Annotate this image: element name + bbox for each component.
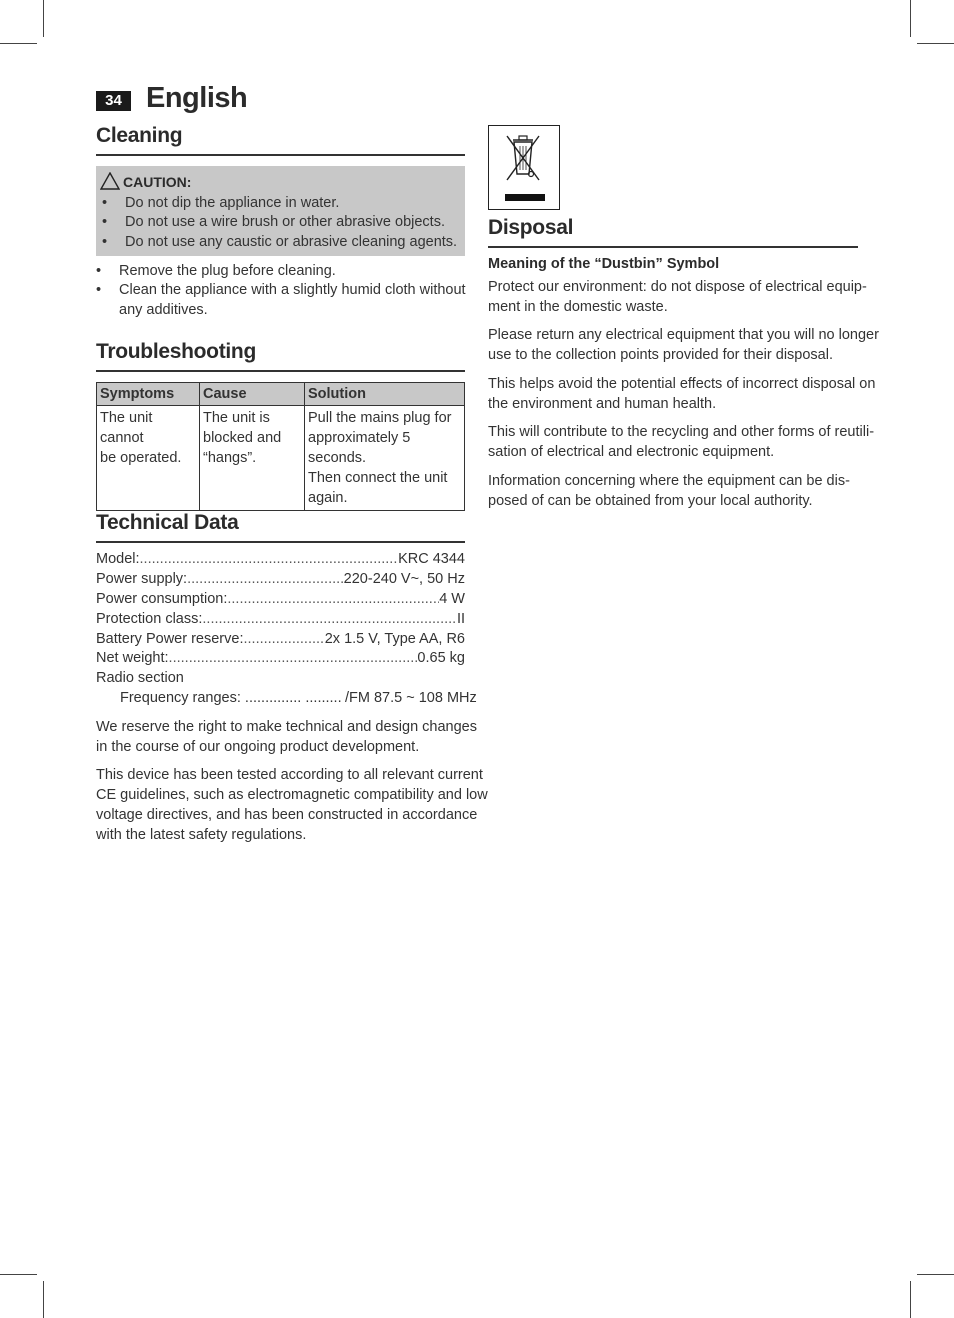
spec-row: Model: ..... KRC 4344 <box>96 549 465 569</box>
spec-row: Battery Power reserve: ..... 2x 1.5 V, Type AA, R6 <box>96 629 465 649</box>
crop-mark <box>917 43 954 44</box>
radio-section-label: Radio section <box>96 670 184 686</box>
crop-mark <box>0 1274 37 1275</box>
cause-cell: The unit is blocked and “hangs”. <box>200 406 305 511</box>
frequency-value: /FM 87.5 ~ 108 MHz <box>345 690 477 706</box>
table-row <box>97 406 465 511</box>
disposal-heading: Disposal <box>488 216 574 239</box>
crop-mark <box>910 1281 911 1318</box>
caution-label: CAUTION: <box>123 174 192 190</box>
troubleshooting-heading: Troubleshooting <box>96 340 256 363</box>
disposal-paragraph: Protect our environment: do not dispose of electrical equip- ment in the domestic waste. <box>488 279 867 315</box>
spec-row: Power supply: ..... 220-240 V~, 50 Hz <box>96 569 465 589</box>
disposal-paragraph: This will contribute to the recycling and other forms of reutili- sation of electrical and electronic equipment. <box>488 424 875 460</box>
cleaning-step-continued: any additives. <box>119 302 208 318</box>
page-number: 34 <box>96 91 131 111</box>
frequency-label: Frequency ranges: .............. ......... <box>120 690 342 706</box>
crop-mark <box>43 0 44 37</box>
note-paragraph: We reserve the right to make technical and design changes in the course of our ongoing product development. <box>96 719 477 755</box>
disposal-paragraph: This helps avoid the potential effects of incorrect disposal on the environment and human health. <box>488 376 876 412</box>
section-rule <box>488 246 858 248</box>
spec-row: Power consumption: ..... 4 W <box>96 589 465 609</box>
technical-data-heading: Technical Data <box>96 511 239 534</box>
spec-row: Net weight: ..... 0.65 kg <box>96 648 465 668</box>
section-rule <box>96 154 465 156</box>
troubleshooting-table <box>96 382 465 511</box>
language-title: English <box>146 82 248 114</box>
spec-row: Protection class: ..... II <box>96 609 465 629</box>
crop-mark <box>917 1274 954 1275</box>
column-header: Cause <box>200 383 305 406</box>
cleaning-heading: Cleaning <box>96 124 183 147</box>
crop-mark <box>910 0 911 37</box>
caution-header <box>100 172 191 190</box>
crop-mark <box>43 1281 44 1318</box>
symptom-cell: The unit cannot be operated. <box>97 406 200 511</box>
solution-cell: Pull the mains plug for approximately 5 seconds. Then connect the unit again. <box>305 406 465 511</box>
column-header: Solution <box>305 383 465 406</box>
cleaning-step: • Clean the appliance with a slightly humid cloth without <box>96 282 466 298</box>
section-rule <box>96 370 465 372</box>
disposal-subtitle: Meaning of the “Dustbin” Symbol <box>488 256 720 272</box>
column-header: Symptoms <box>97 383 200 406</box>
caution-box: CAUTION: • Do not dip the appliance in water. • Do not use a wire brush or other abrasive objects. • Do not use any caustic or abrasive cleaning agents. <box>96 166 465 256</box>
warning-icon <box>100 172 120 190</box>
disposal-paragraph: Information concerning where the equipment can be dis- posed of can be obtained from your local authority. <box>488 473 850 509</box>
crossed-out-dustbin-icon <box>488 125 560 210</box>
section-rule <box>96 541 465 543</box>
disposal-paragraph: Please return any electrical equipment that you will no longer use to the collection points provided for their disposal. <box>488 327 879 363</box>
cleaning-step: • Remove the plug before cleaning. <box>96 263 336 279</box>
note-paragraph: This device has been tested according to all relevant current CE guidelines, such as electromagnetic compatibility and low voltage directives, and has been constructed in accordance with the latest safety regulations. <box>96 767 488 843</box>
crop-mark <box>0 43 37 44</box>
